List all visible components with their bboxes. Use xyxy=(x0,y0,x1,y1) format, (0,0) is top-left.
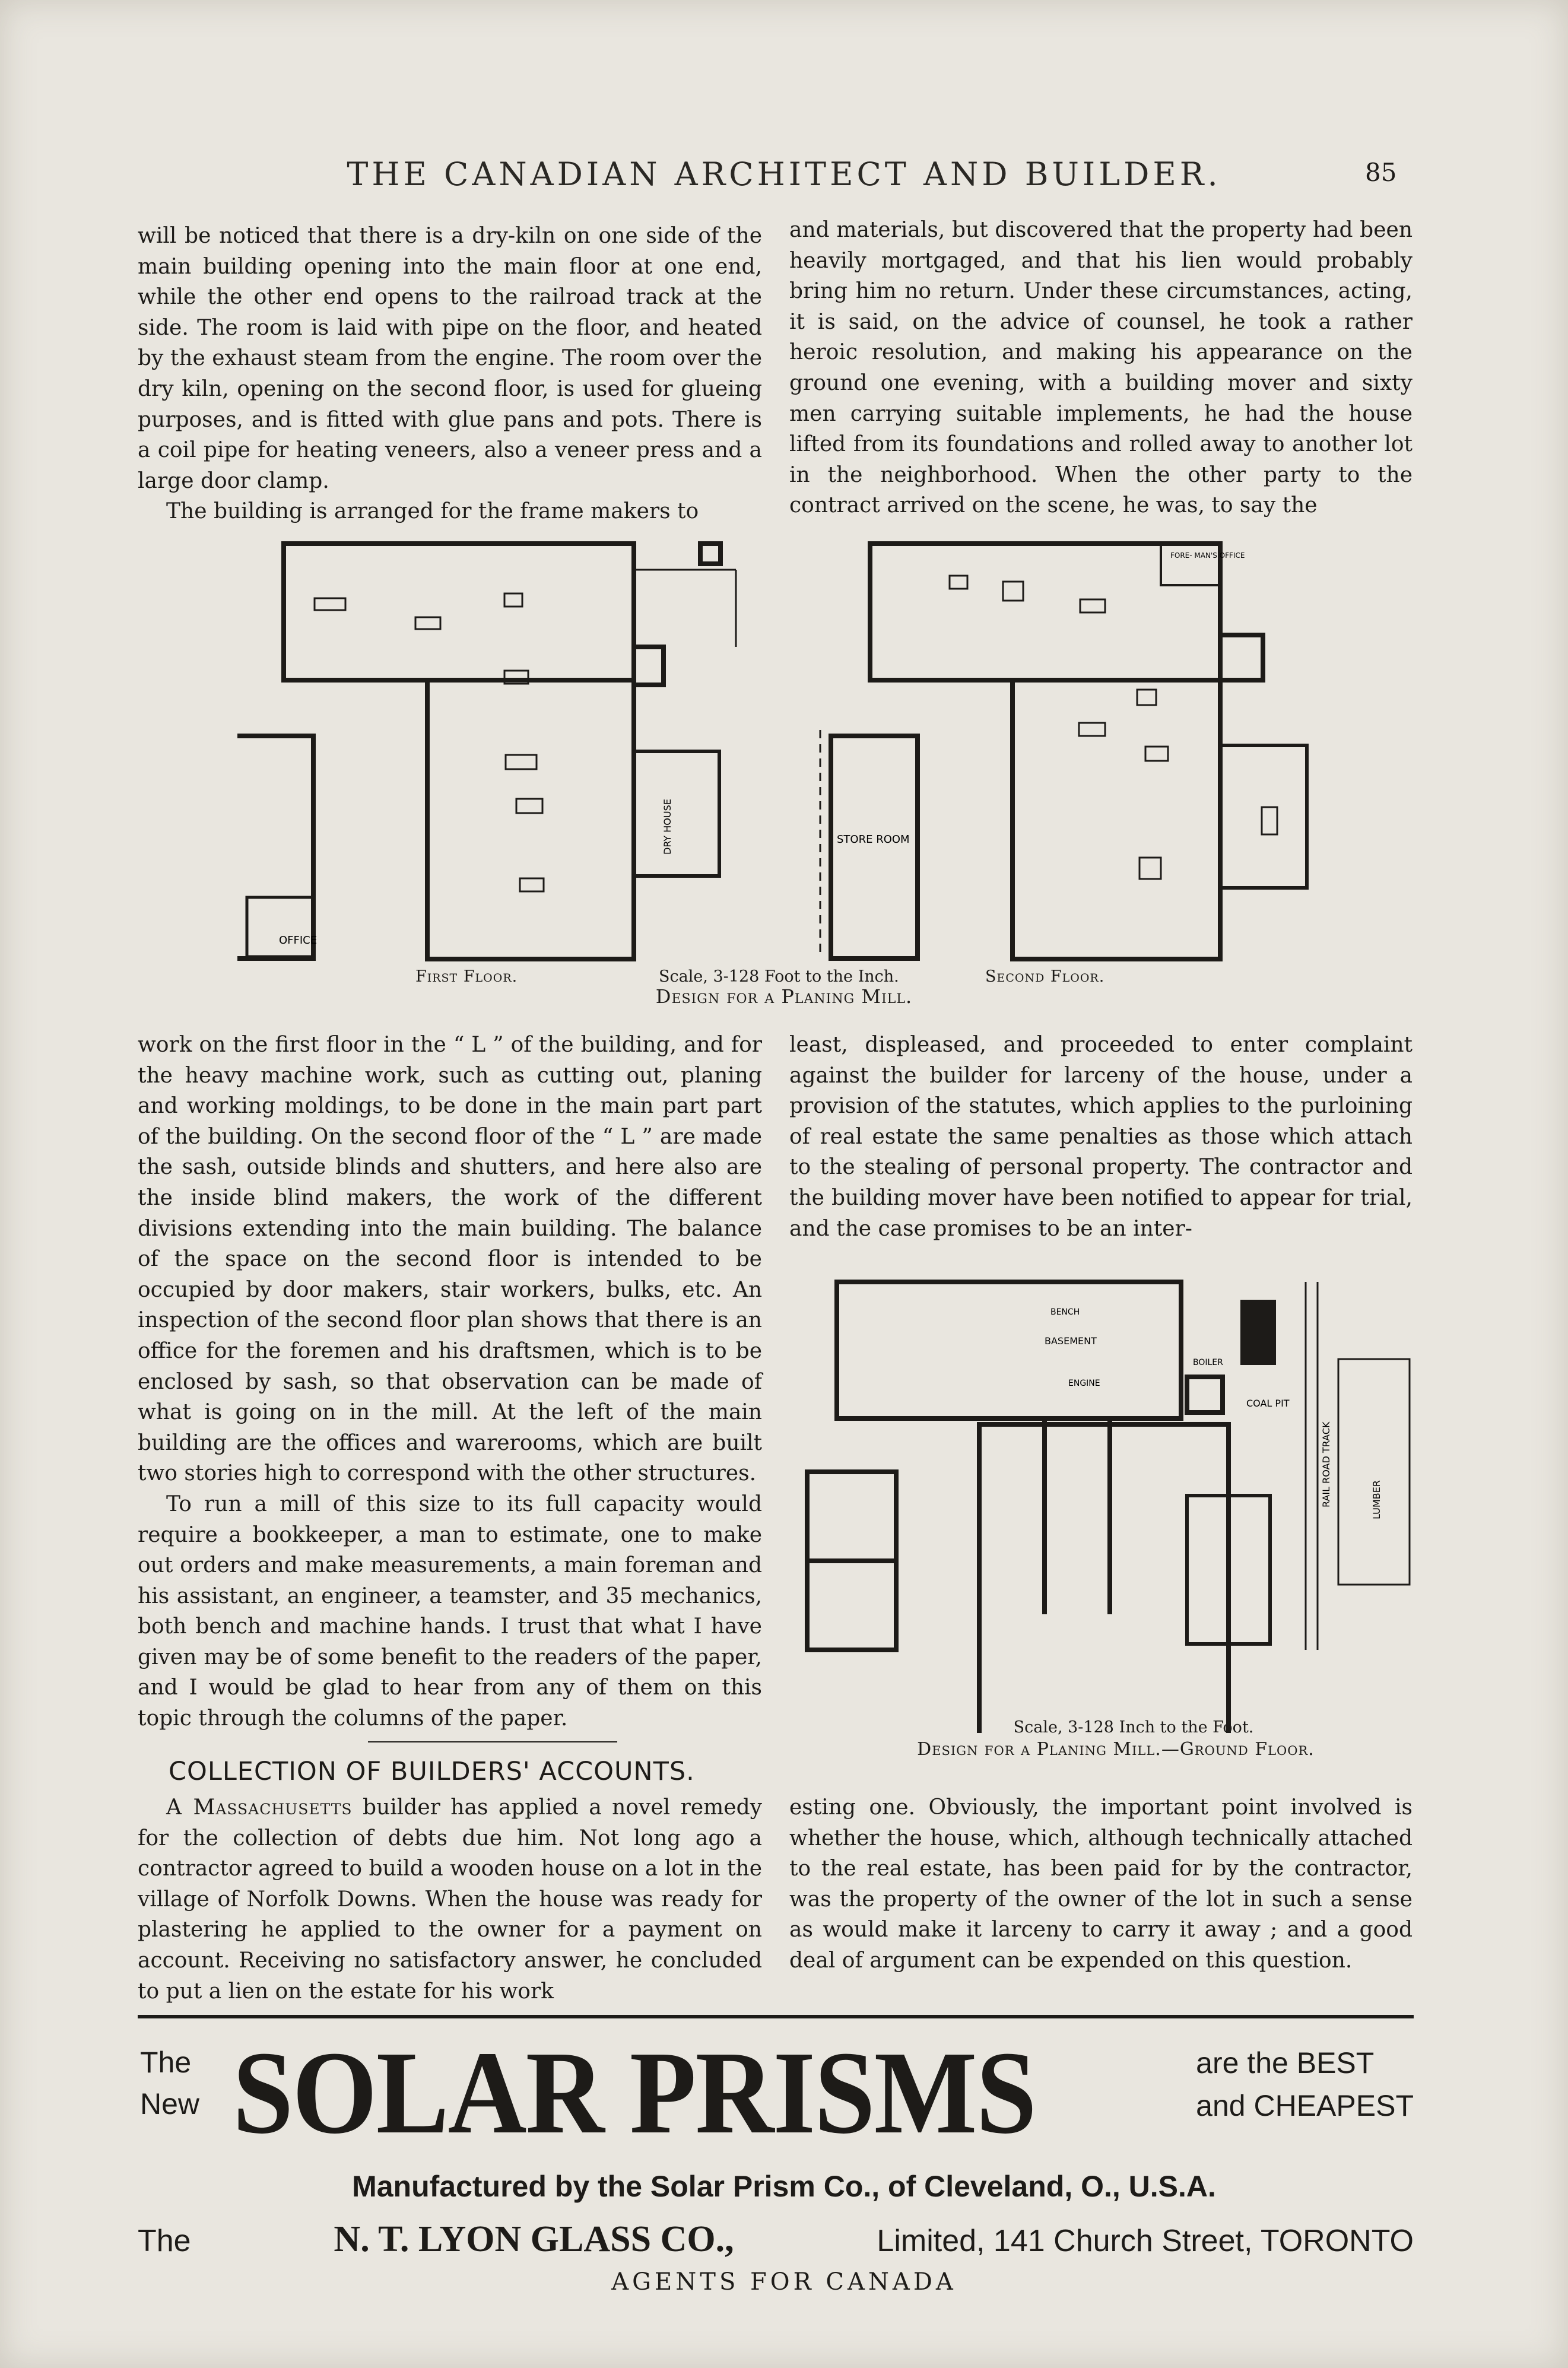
boiler-label: BOILER xyxy=(1193,1358,1223,1367)
section-title: COLLECTION OF BUILDERS' ACCOUNTS. xyxy=(169,1757,695,1786)
ground-floor-plan xyxy=(795,1270,1424,1733)
bottom-right-column xyxy=(789,1792,1413,1976)
paragraph: and materials, but discovered that the property had been heavily mortgaged, and that his lien would probably bring him no return. Under these circumstances, acting, it is said, on the advice of counsel, he took a rather heroic resolution, and making his appearance on the ground one evening, with a building mover and sixty men carrying suitable implements, he had the house lifted from its foundations and rolled away to another lot in the neighborhood. When the other party to the contract arrived on the scene, he was, to say the xyxy=(789,218,1413,518)
paragraph: least, displeased, and proceeded to enter complaint against the builder for larceny of the house, under a provision of the statutes, which applies to the purloining of real estate the same penalties as those which attach to the stealing of personal property. The contractor and the building mover have been notified to appear for trial, and the case promises to be an inter- xyxy=(789,1033,1413,1241)
paragraph xyxy=(138,1792,762,2007)
ad-top-rule xyxy=(138,2015,1414,2018)
lead-in: A Massachusetts xyxy=(166,1795,353,1820)
upper-floor-plans xyxy=(237,534,1318,973)
lower-scale-caption: Scale, 3-128 Inch to the Foot. xyxy=(1013,1718,1254,1737)
page-number: 85 xyxy=(1365,158,1397,187)
lower-figure-title: Design for a Planing Mill.—Ground Floor. xyxy=(917,1739,1315,1760)
ad-dealer-the: The xyxy=(138,2224,191,2258)
ad-agents: AGENTS FOR CANADA xyxy=(611,2268,957,2296)
paragraph-body: builder has applied a novel remedy for the collection of debts due him. Not long ago a contractor agreed to build a wooden house on a lot in the village of Norfolk Downs. When the house was ready for plastering he applied to the owner for a payment on account. Receiving no satisfactory answer, he concluded to put a lien on the estate for his work xyxy=(138,1795,762,2004)
paragraph: The building is arranged for the frame makers to xyxy=(166,499,699,524)
office-label: OFFICE xyxy=(279,934,318,947)
ad-dealer-name: N. T. LYON GLASS CO., xyxy=(334,2219,734,2259)
top-left-column xyxy=(138,221,762,527)
bottom-left-column xyxy=(138,1792,762,2007)
second-floor-caption: Second Floor. xyxy=(985,967,1105,986)
running-title: THE CANADIAN ARCHITECT AND BUILDER. xyxy=(347,155,1221,193)
ad-right-text xyxy=(1196,2042,1414,2127)
first-floor-caption: First Floor. xyxy=(415,967,518,986)
middle-left-column xyxy=(138,1030,762,1734)
section-divider xyxy=(368,1741,617,1742)
upper-figure-title: Design for a Planing Mill. xyxy=(655,985,913,1008)
ad-new: New xyxy=(140,2087,200,2121)
coal-pit-label: COAL PIT xyxy=(1246,1398,1290,1409)
ad-the: The xyxy=(140,2046,192,2079)
foremans-office-label: FORE- MAN'S OFFICE xyxy=(1170,551,1245,560)
middle-right-column xyxy=(789,1030,1413,1244)
upper-scale-caption: Scale, 3-128 Foot to the Inch. xyxy=(659,967,899,986)
bench-label: BENCH xyxy=(1050,1307,1080,1317)
ad-best: are the BEST xyxy=(1196,2046,1375,2080)
ad-dealer-line xyxy=(138,2218,1414,2261)
paragraph: work on the first floor in the “ L ” of the building, and for the heavy machine work, such as cutting out, planing and working moldings, to be done in the main part part of the building. On the second floor of the “ L ” are made the sash, outside blinds and shutters, and here also are the inside blind makers, the work of the different divisions extending into the main building. The balance of the space on the second floor is intended to be occupied by door makers, stair workers, bulks, etc. An inspection of the second floor plan shows that there is an office for the foremen and his draftsmen, which is to be enclosed by sash, so that observation can be made of what is going on in the mill. At the left of the main building are the offices and warerooms, which are built two stories high to correspond with the other structures. xyxy=(138,1033,762,1486)
ad-headline: SOLAR PRISMS xyxy=(233,2027,1036,2159)
rail-road-track-label: RAIL ROAD TRACK xyxy=(1321,1421,1332,1507)
advertisement xyxy=(138,2027,1414,2159)
ad-manufacturer: Manufactured by the Solar Prism Co., of Cleveland, O., U.S.A. xyxy=(352,2170,1216,2203)
lumber-label: LUMBER xyxy=(1371,1480,1382,1519)
ad-cheapest: and CHEAPEST xyxy=(1196,2089,1414,2122)
paragraph: will be noticed that there is a dry-kiln on one side of the main building opening into the main floor at one end, while the other end opens to the railroad track at the side. The room is laid with pipe on the floor, and heated by the exhaust steam from the engine. The room over the dry kiln, opening on the second floor, is used for glueing purposes, and is fitted with glue pans and pots. There is a coil pipe for heating veneers, also a veneer press and a large door clamp. xyxy=(138,224,762,493)
basement-label: BASEMENT xyxy=(1045,1335,1097,1347)
top-right-column xyxy=(789,215,1413,521)
engine-label: ENGINE xyxy=(1068,1379,1100,1388)
paragraph: To run a mill of this size to its full capacity would require a bookkeeper, a man to estimate, one to make out orders and make measurements, a main foreman and his assistant, an engineer, a teamster, and 35 mechanics, both bench and machine hands. I trust that what I have given may be of some benefit to the readers of the paper, and I would be glad to hear from any of them on this topic through the columns of the paper. xyxy=(138,1491,762,1731)
ad-dealer-address: Limited, 141 Church Street, TORONTO xyxy=(877,2224,1414,2258)
store-room-label: STORE ROOM xyxy=(837,833,910,846)
dry-house-label: DRY HOUSE xyxy=(662,799,673,855)
ad-left-text xyxy=(140,2042,199,2125)
paragraph: esting one. Obviously, the important point involved is whether the house, which, although technically attached to the real estate, has been paid for by the contractor, was the property of the owner of the lot in such a sense as would make it larceny to carry it away ; and a good deal of argument can be expended on this question. xyxy=(789,1795,1413,1973)
